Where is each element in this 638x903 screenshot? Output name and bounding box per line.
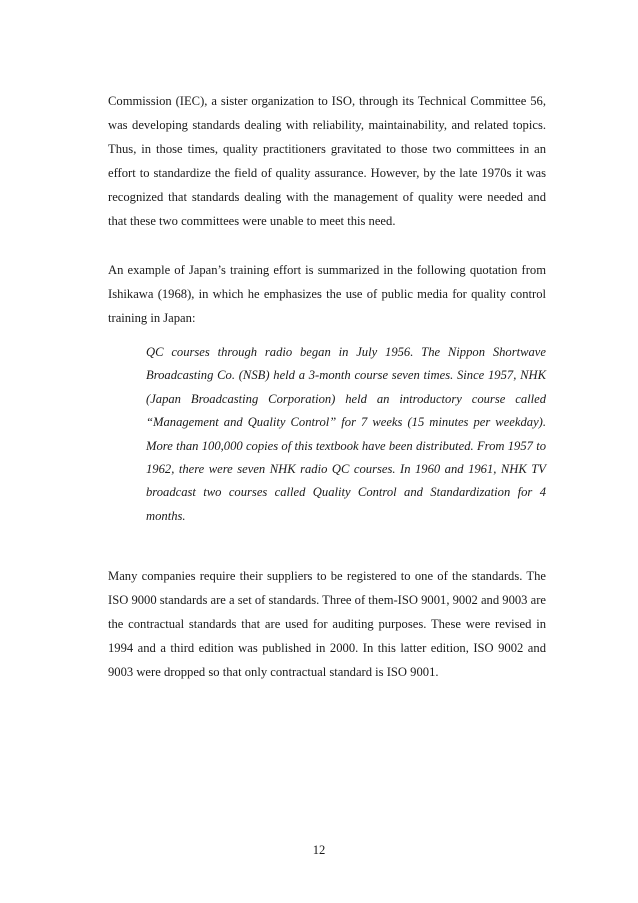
paragraph-iso-9000: Many companies require their suppliers to be registered to one of the standards. The ISO 9000 standards are a set of standards. Three of them-ISO 9001, 9002 and 9003 are the contractual standards that are used for auditing purposes. These were revised in 1994 and a third edition was published in 2000. In this latter edition, ISO 9002 and 9003 were dropped so that only contractual standard is ISO 9001. xyxy=(108,569,546,679)
page-number: 12 xyxy=(312,843,326,857)
paragraph-iec-committees: Commission (IEC), a sister organization to ISO, through its Technical Committee 56, was developing standards dealing with reliability, maintainability, and related topics. Thus, in those times, quality practitioners gravitated to those two committees in an effort to standardize the field of quality assurance. However, by the late 1970s it was recognized that standards dealing with the management of quality were needed and that these two committees were unable to meet this need. xyxy=(108,94,546,228)
paragraph-japan-training: An example of Japan’s training effort is summarized in the following quotation from Ishikawa (1968), in which he emphasizes the use of public media for quality control training in Japan: xyxy=(108,263,546,325)
block-quotation-ishikawa: QC courses through radio began in July 1956. The Nippon Shortwave Broadcasting Co. (NSB) held a 3-month course seven times. Since 1957, NHK (Japan Broadcasting Corporation) held an introductory course called “Management and Quality Control” for 7 weeks (15 minutes per weekday). More than 100,000 copies of this textbook have been distributed. From 1957 to 1962, there were seven NHK radio QC courses. In 1960 and 1961, NHK TV broadcast two courses called Quality Control and Standardization for 4 months. xyxy=(146,345,546,523)
